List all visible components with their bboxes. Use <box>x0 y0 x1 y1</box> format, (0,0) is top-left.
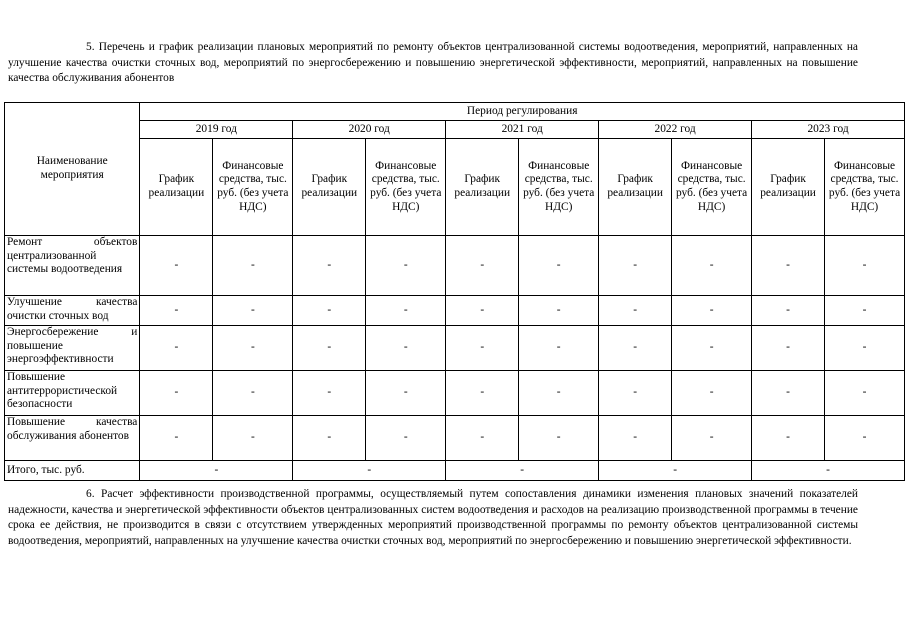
cell-value: - <box>599 236 672 296</box>
cell-value: - <box>825 296 905 326</box>
cell-value: - <box>519 296 599 326</box>
cell-value: - <box>366 371 446 416</box>
cell-value: - <box>140 416 213 461</box>
section-6-paragraph: 6. Расчет эффективности производственной программы, осуществляемый путем сопоставления динамики изменения плановых значений показателей надежности, качества и энергетической эффективности объектов централизованных систем водоотведения и расходов на реализацию производственной программы в течение срока ее действия, не производится в связи с отсутствием утвержденных мероприятий производственной программы по ремонту объектов централизованной системы водоотведения, мероприятий, направленных на улучшение качества очистки сточных вод, мероприятий по энергосбережению и повышению энергетической эффективности. <box>8 488 858 547</box>
total-value: - <box>293 461 446 481</box>
total-value: - <box>446 461 599 481</box>
activities-table <box>4 102 905 481</box>
header-year: 2019 год <box>140 121 293 139</box>
row-activity-name: Повышение качества обслуживания абонентов <box>5 416 140 461</box>
table-row <box>5 236 905 296</box>
cell-value: - <box>672 296 752 326</box>
cell-value: - <box>752 236 825 296</box>
total-value: - <box>140 461 293 481</box>
cell-value: - <box>446 371 519 416</box>
total-row <box>5 461 905 481</box>
row-activity-name: Повышение антитеррористической безопасности <box>5 371 140 416</box>
cell-value: - <box>672 236 752 296</box>
cell-value: - <box>293 326 366 371</box>
header-schedule: График реализации <box>293 139 366 236</box>
cell-value: - <box>213 371 293 416</box>
cell-value: - <box>599 416 672 461</box>
cell-value: - <box>366 236 446 296</box>
header-finance: Финансовые средства, тыс. руб. (без учета НДС) <box>825 139 905 236</box>
total-label: Итого, тыс. руб. <box>5 461 140 481</box>
cell-value: - <box>213 296 293 326</box>
row-activity-name: Энергосбережение и повышение энергоэффективности <box>5 326 140 371</box>
cell-value: - <box>293 371 366 416</box>
cell-value: - <box>519 371 599 416</box>
cell-value: - <box>599 371 672 416</box>
cell-value: - <box>293 236 366 296</box>
total-value: - <box>752 461 905 481</box>
cell-value: - <box>752 296 825 326</box>
table-row <box>5 326 905 371</box>
table-row <box>5 416 905 461</box>
cell-value: - <box>140 371 213 416</box>
cell-value: - <box>825 371 905 416</box>
total-value: - <box>599 461 752 481</box>
cell-value: - <box>293 296 366 326</box>
cell-value: - <box>672 326 752 371</box>
cell-value: - <box>519 236 599 296</box>
cell-value: - <box>140 326 213 371</box>
cell-value: - <box>140 236 213 296</box>
cell-value: - <box>825 326 905 371</box>
header-schedule: График реализации <box>140 139 213 236</box>
section-5-heading: 5. Перечень и график реализации плановых мероприятий по ремонту объектов централизованной системы водоотведения, мероприятий, направленных на улучшение качества очистки сточных вод, мероприятий по энергосбережению и повышению энергетической эффективности, мероприятий, направленных на повышение качества обслуживания абонентов <box>8 41 858 85</box>
cell-value: - <box>599 326 672 371</box>
row-activity-name: Улучшение качества очистки сточных вод <box>5 296 140 326</box>
header-finance: Финансовые средства, тыс. руб. (без учета НДС) <box>519 139 599 236</box>
cell-value: - <box>446 296 519 326</box>
cell-value: - <box>752 371 825 416</box>
header-finance: Финансовые средства, тыс. руб. (без учета НДС) <box>213 139 293 236</box>
cell-value: - <box>752 416 825 461</box>
cell-value: - <box>293 416 366 461</box>
header-year: 2020 год <box>293 121 446 139</box>
row-activity-name: Ремонт объектов централизованной системы водоотведения <box>5 236 140 296</box>
header-schedule: График реализации <box>599 139 672 236</box>
header-finance: Финансовые средства, тыс. руб. (без учета НДС) <box>672 139 752 236</box>
cell-value: - <box>446 236 519 296</box>
cell-value: - <box>519 416 599 461</box>
header-period: Период регулирования <box>140 103 905 121</box>
cell-value: - <box>672 416 752 461</box>
cell-value: - <box>672 371 752 416</box>
cell-value: - <box>213 416 293 461</box>
header-finance: Финансовые средства, тыс. руб. (без учета НДС) <box>366 139 446 236</box>
cell-value: - <box>366 326 446 371</box>
cell-value: - <box>366 296 446 326</box>
cell-value: - <box>446 326 519 371</box>
header-year: 2023 год <box>752 121 905 139</box>
cell-value: - <box>213 326 293 371</box>
header-schedule: График реализации <box>752 139 825 236</box>
header-schedule: График реализации <box>446 139 519 236</box>
cell-value: - <box>366 416 446 461</box>
cell-value: - <box>140 296 213 326</box>
cell-value: - <box>599 296 672 326</box>
header-year: 2021 год <box>446 121 599 139</box>
cell-value: - <box>825 416 905 461</box>
cell-value: - <box>825 236 905 296</box>
table-row <box>5 371 905 416</box>
header-year: 2022 год <box>599 121 752 139</box>
cell-value: - <box>213 236 293 296</box>
table-row <box>5 296 905 326</box>
cell-value: - <box>446 416 519 461</box>
cell-value: - <box>519 326 599 371</box>
cell-value: - <box>752 326 825 371</box>
header-activity-name: Наименование мероприятия <box>5 103 140 236</box>
